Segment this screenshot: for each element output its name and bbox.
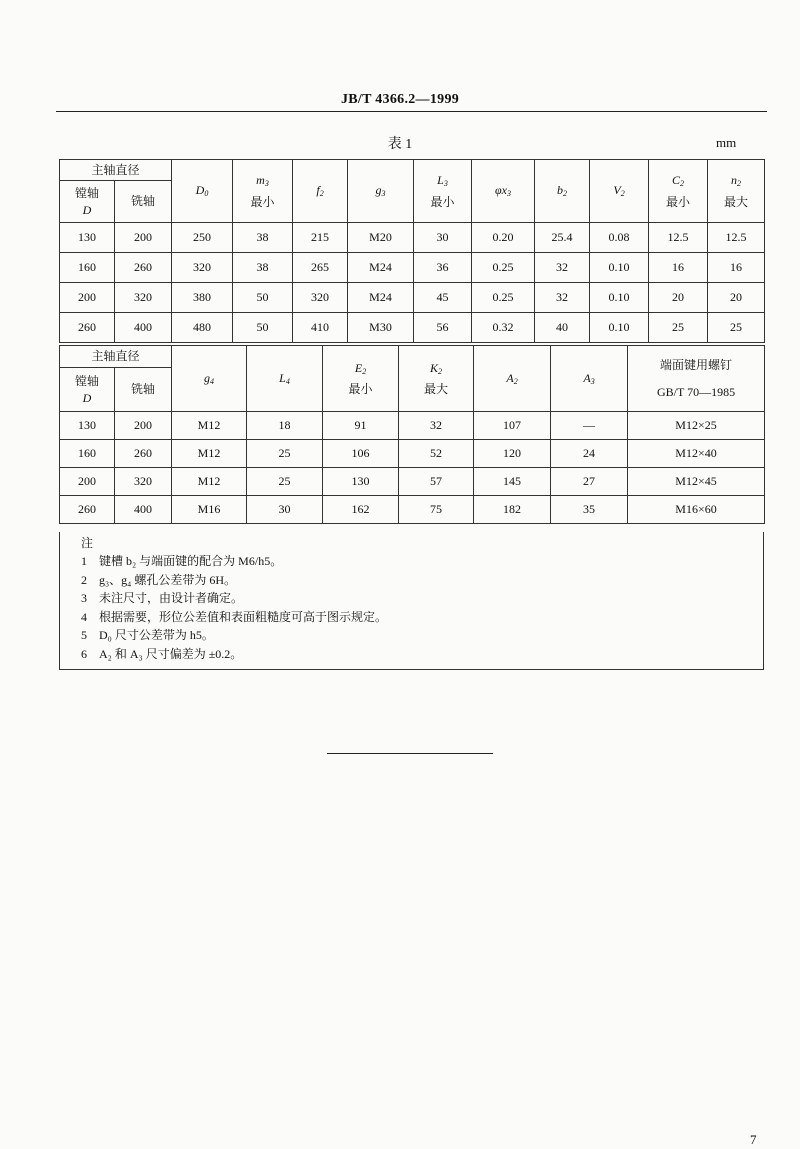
table-cell: 27 bbox=[551, 468, 628, 496]
table-cell: 75 bbox=[399, 496, 474, 524]
table-cell: 200 bbox=[115, 412, 172, 440]
table-cell: 16 bbox=[649, 253, 708, 283]
table-cell: 38 bbox=[233, 223, 293, 253]
table-cell: 320 bbox=[115, 468, 172, 496]
table-cell: M24 bbox=[348, 283, 414, 313]
table-cell: 0.10 bbox=[590, 253, 649, 283]
table-cell: 480 bbox=[172, 313, 233, 343]
table-cell: 12.5 bbox=[708, 223, 765, 253]
column-header: $L_3$ 最小 bbox=[414, 160, 472, 223]
table-cell: M12×25 bbox=[628, 412, 765, 440]
table-cell: 16 bbox=[708, 253, 765, 283]
table-cell: 35 bbox=[551, 496, 628, 524]
table-cell: M12 bbox=[172, 412, 247, 440]
table-cell: 260 bbox=[60, 496, 115, 524]
column-header: $A_3$ bbox=[551, 346, 628, 412]
table-cell: 30 bbox=[247, 496, 323, 524]
column-header: $g_4$ bbox=[172, 346, 247, 412]
table-cell: 130 bbox=[323, 468, 399, 496]
table-cell: 400 bbox=[115, 496, 172, 524]
table-cell: 52 bbox=[399, 440, 474, 468]
table-cell: 20 bbox=[708, 283, 765, 313]
end-rule bbox=[327, 753, 493, 754]
milling-shaft-header: 铣轴 bbox=[115, 181, 172, 223]
table-cell: 18 bbox=[247, 412, 323, 440]
notes-box bbox=[59, 532, 764, 670]
table-cell: 400 bbox=[115, 313, 172, 343]
table-cell: 380 bbox=[172, 283, 233, 313]
table-row bbox=[60, 253, 765, 283]
table-cell: 38 bbox=[233, 253, 293, 283]
table-cell: 410 bbox=[293, 313, 348, 343]
table-cell: 260 bbox=[60, 313, 115, 343]
table-cell: 50 bbox=[233, 313, 293, 343]
column-header: $\varphi x_3$ bbox=[472, 160, 535, 223]
table-cell: 200 bbox=[115, 223, 172, 253]
table-cell: 0.32 bbox=[472, 313, 535, 343]
table-cell: M12×45 bbox=[628, 468, 765, 496]
column-header: $C_2$ 最小 bbox=[649, 160, 708, 223]
table-cell: 25 bbox=[708, 313, 765, 343]
table-cell: 50 bbox=[233, 283, 293, 313]
table-cell: 260 bbox=[115, 440, 172, 468]
table-cell: 45 bbox=[414, 283, 472, 313]
table-row bbox=[60, 440, 765, 468]
table-cell: M16×60 bbox=[628, 496, 765, 524]
header-rule bbox=[56, 111, 767, 112]
table-cell: 160 bbox=[60, 440, 115, 468]
table-cell: 160 bbox=[60, 253, 115, 283]
table-cell: M12×40 bbox=[628, 440, 765, 468]
table-cell: 12.5 bbox=[649, 223, 708, 253]
column-header: $E_2$ 最小 bbox=[323, 346, 399, 412]
note-item: 3 未注尺寸，由设计者确定。 bbox=[81, 591, 244, 605]
dimension-table-1 bbox=[59, 159, 765, 343]
table-cell: 91 bbox=[323, 412, 399, 440]
table-row bbox=[60, 412, 765, 440]
table-cell: M24 bbox=[348, 253, 414, 283]
column-header: $m_3$ 最小 bbox=[233, 160, 293, 223]
spindle-diameter-header: 主轴直径 bbox=[60, 346, 172, 368]
table-cell: 320 bbox=[172, 253, 233, 283]
spindle-diameter-header: 主轴直径 bbox=[60, 160, 172, 181]
table-cell: 32 bbox=[535, 283, 590, 313]
table-title: 表 1 bbox=[387, 137, 413, 152]
table-cell: M12 bbox=[172, 440, 247, 468]
column-header: $b_2$ bbox=[535, 160, 590, 223]
table-cell: 106 bbox=[323, 440, 399, 468]
boring-shaft-header: 镗轴 D bbox=[60, 368, 115, 412]
note-item: 2 g₃、g₄ 螺孔公差带为 6H。 bbox=[81, 572, 237, 587]
table-row bbox=[60, 283, 765, 313]
table-cell: 130 bbox=[60, 412, 115, 440]
standard-code: JB/T 4366.2—1999 bbox=[340, 92, 460, 107]
table-cell: 57 bbox=[399, 468, 474, 496]
table-cell: 0.10 bbox=[590, 283, 649, 313]
dimension-table-2 bbox=[59, 345, 765, 524]
note-item: 5 D₀ 尺寸公差带为 h5。 bbox=[81, 628, 214, 642]
table-cell: 120 bbox=[474, 440, 551, 468]
table-cell: 0.10 bbox=[590, 313, 649, 343]
milling-shaft-header: 铣轴 bbox=[115, 368, 172, 412]
table-cell: 36 bbox=[414, 253, 472, 283]
table-cell: 0.20 bbox=[472, 223, 535, 253]
table-cell: 25 bbox=[649, 313, 708, 343]
column-header: $f_2$ bbox=[293, 160, 348, 223]
table-cell: 0.25 bbox=[472, 253, 535, 283]
column-header: $K_2$ 最大 bbox=[399, 346, 474, 412]
table-cell: — bbox=[551, 412, 628, 440]
table-cell: 182 bbox=[474, 496, 551, 524]
table-row bbox=[60, 223, 765, 253]
page-number: 7 bbox=[750, 1132, 757, 1147]
table-cell: 320 bbox=[115, 283, 172, 313]
boring-shaft-header: 镗轴 D bbox=[60, 181, 115, 223]
table-cell: 32 bbox=[399, 412, 474, 440]
table-cell: 30 bbox=[414, 223, 472, 253]
screw-header: 端面键用螺钉 GB/T 70—1985 bbox=[628, 346, 765, 412]
table-cell: M20 bbox=[348, 223, 414, 253]
column-header: $D_0$ bbox=[172, 160, 233, 223]
table-cell: M30 bbox=[348, 313, 414, 343]
table-cell: 162 bbox=[323, 496, 399, 524]
table-cell: 215 bbox=[293, 223, 348, 253]
table-cell: M16 bbox=[172, 496, 247, 524]
table-cell: 0.25 bbox=[472, 283, 535, 313]
column-header: $A_2$ bbox=[474, 346, 551, 412]
note-item: 6 A₂ 和 A₃ 尺寸偏差为 ±0.2。 bbox=[81, 646, 243, 661]
table-cell: 25 bbox=[247, 468, 323, 496]
column-header: $V_2$ bbox=[590, 160, 649, 223]
table-row bbox=[60, 468, 765, 496]
table-cell: 107 bbox=[474, 412, 551, 440]
table-cell: 25 bbox=[247, 440, 323, 468]
table-cell: 130 bbox=[60, 223, 115, 253]
note-item: 1 键槽 b₂ 与端面键的配合为 M6/h5。 bbox=[81, 554, 283, 568]
table-cell: M12 bbox=[172, 468, 247, 496]
unit-label: mm bbox=[716, 135, 737, 150]
table-cell: 145 bbox=[474, 468, 551, 496]
table-cell: 0.08 bbox=[590, 223, 649, 253]
table-cell: 40 bbox=[535, 313, 590, 343]
table-row bbox=[60, 313, 765, 343]
notes-title: 注 bbox=[81, 536, 94, 550]
column-header: $L_4$ bbox=[247, 346, 323, 412]
table-cell: 250 bbox=[172, 223, 233, 253]
column-header: $g_3$ bbox=[348, 160, 414, 223]
table-cell: 200 bbox=[60, 468, 115, 496]
table-cell: 20 bbox=[649, 283, 708, 313]
table-cell: 25.4 bbox=[535, 223, 590, 253]
table-row bbox=[60, 496, 765, 524]
table-cell: 24 bbox=[551, 440, 628, 468]
table-cell: 200 bbox=[60, 283, 115, 313]
table-cell: 260 bbox=[115, 253, 172, 283]
table-cell: 320 bbox=[293, 283, 348, 313]
table-cell: 56 bbox=[414, 313, 472, 343]
column-header: $n_2$ 最大 bbox=[708, 160, 765, 223]
table-cell: 32 bbox=[535, 253, 590, 283]
table-cell: 265 bbox=[293, 253, 348, 283]
note-item: 4 根据需要，形位公差值和表面粗糙度可高于图示规定。 bbox=[81, 609, 388, 624]
